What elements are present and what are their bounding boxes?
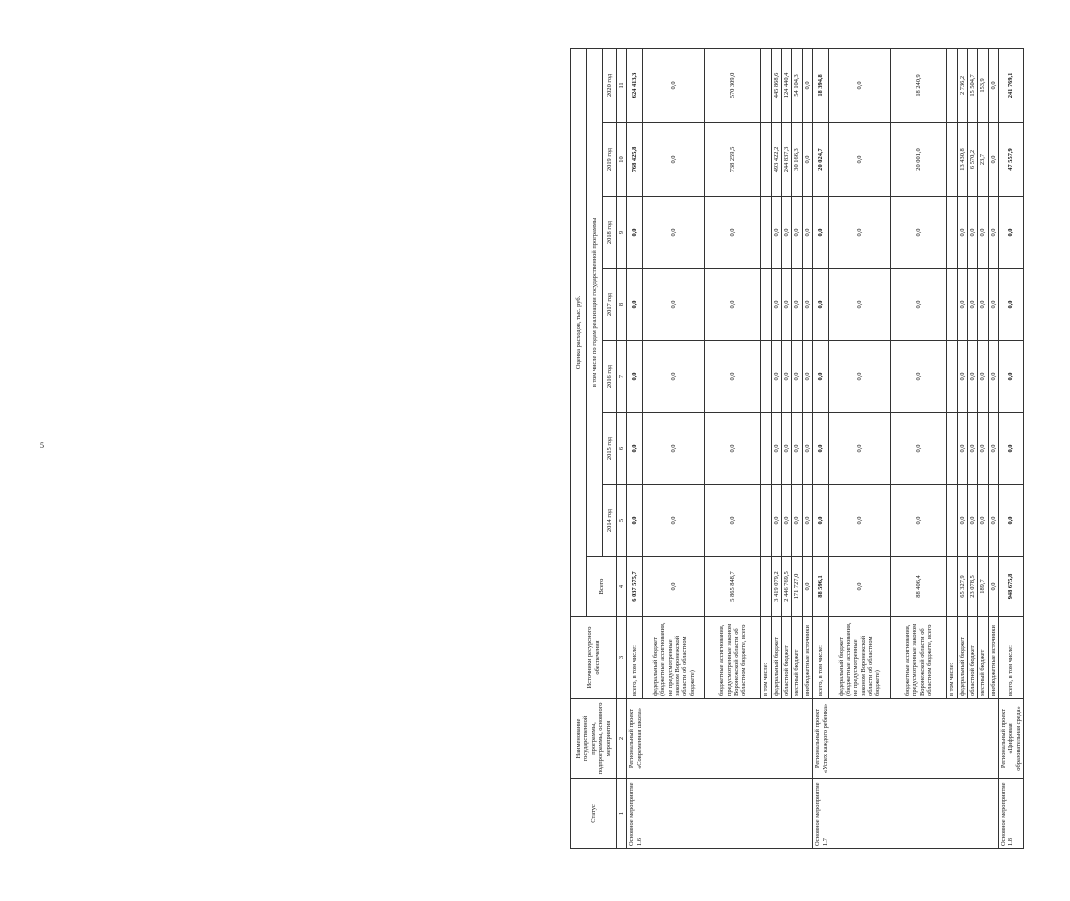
year-value-cell [761,341,771,413]
year-value-cell: 0,0 [967,197,977,269]
year-value-cell: 23,7 [978,123,988,197]
status-cell: Основное мероприятие 1.8 [998,779,1023,849]
header-estimate: Оценка расходов, тыс. руб. [571,48,587,616]
year-value-cell: 0,0 [957,269,967,341]
year-value-cell: 0,0 [705,341,761,413]
total-value-cell: 5 865 848,7 [705,557,761,617]
year-value-cell: 0,0 [627,341,643,413]
year-value-cell: 0,0 [771,197,781,269]
source-cell: федеральный бюджет [957,617,967,699]
year-value-cell: 0,0 [643,485,705,557]
year-value-cell: 0,0 [802,413,812,485]
year-value-cell: 18 394,8 [813,48,829,122]
year-value-cell: 0,0 [643,269,705,341]
year-value-cell [947,413,957,485]
header-name: Наименование государственной программы, подпрограммы, основного мероприятия [571,699,617,779]
budget-table [570,48,1024,849]
total-value-cell: 65 327,9 [957,557,967,617]
year-value-cell: 0,0 [998,269,1023,341]
year-value-cell: 30 166,3 [792,123,802,197]
table-row [813,48,829,848]
rotated-budget-table [570,49,1070,849]
header-year: 2015 год [603,413,617,485]
year-value-cell: 0,0 [705,197,761,269]
total-value-cell [947,557,957,617]
year-value-cell: 20 001,0 [891,123,947,197]
year-value-cell: 570 309,0 [705,48,761,122]
year-value-cell: 768 425,8 [627,123,643,197]
year-value-cell: 0,0 [771,485,781,557]
year-value-cell: 0,0 [813,485,829,557]
source-cell: федеральный бюджет (бюджетные ассигнования, не предусмотренные законом Воронежской области об областном бюджете) [643,617,705,699]
year-value-cell: 0,0 [978,197,988,269]
year-value-cell: 0,0 [792,341,802,413]
year-value-cell [761,269,771,341]
year-value-cell: 0,0 [643,48,705,122]
year-value-cell [947,48,957,122]
year-value-cell: 0,0 [643,123,705,197]
column-number: 4 [617,557,627,617]
year-value-cell: 0,0 [957,197,967,269]
source-cell: внебюджетные источники [802,617,812,699]
total-value-cell: 88 596,1 [813,557,829,617]
column-number: 9 [617,197,627,269]
year-value-cell: 0,0 [829,197,891,269]
year-value-cell: 124 440,4 [782,48,792,122]
header-year: 2018 год [603,197,617,269]
year-value-cell [761,197,771,269]
year-value-cell: 0,0 [978,485,988,557]
source-cell: федеральный бюджет [771,617,781,699]
year-value-cell: 2 736,2 [957,48,967,122]
year-value-cell: 244 837,3 [782,123,792,197]
year-value-cell: 0,0 [782,197,792,269]
year-value-cell: 0,0 [705,485,761,557]
year-value-cell: 0,0 [988,197,998,269]
year-value-cell: 0,0 [891,269,947,341]
year-value-cell: 0,0 [782,269,792,341]
header-year: 2017 год [603,269,617,341]
year-value-cell: 0,0 [792,269,802,341]
source-cell: в том числе: [761,617,771,699]
header-total: Всего [587,557,617,617]
year-value-cell: 0,0 [978,341,988,413]
source-cell: федеральный бюджет (бюджетные ассигнования, не предусмотренные законом Воронежской области об областном бюджете) [829,617,891,699]
source-cell: местный бюджет [978,617,988,699]
source-cell: всего, в том числе: [813,617,829,699]
year-value-cell: 241 769,1 [998,48,1023,122]
total-value-cell: 948 675,8 [998,557,1023,617]
year-value-cell: 0,0 [802,341,812,413]
year-value-cell [947,341,957,413]
total-value-cell: 0,0 [802,557,812,617]
year-value-cell: 445 868,6 [771,48,781,122]
name-cell: Региональный проект «Современная школа» [627,699,813,779]
header-source: Источники ресурсного обеспечения [571,617,617,699]
source-cell: областной бюджет [967,617,977,699]
year-value-cell: 0,0 [813,413,829,485]
year-value-cell: 0,0 [829,123,891,197]
year-value-cell: 15 504,7 [967,48,977,122]
year-value-cell: 0,0 [782,413,792,485]
year-value-cell: 0,0 [643,341,705,413]
year-value-cell [761,485,771,557]
year-value-cell: 0,0 [967,413,977,485]
year-value-cell: 18 240,9 [891,48,947,122]
year-value-cell: 624 413,3 [627,48,643,122]
total-value-cell: 3 419 079,2 [771,557,781,617]
year-value-cell: 0,0 [998,341,1023,413]
year-value-cell [947,123,957,197]
year-value-cell: 0,0 [998,197,1023,269]
year-value-cell: 0,0 [957,413,967,485]
header-by-years: в том числе по годам реализации государственной программы [587,48,603,556]
total-value-cell: 0,0 [988,557,998,617]
year-value-cell: 47 557,9 [998,123,1023,197]
year-value-cell: 0,0 [891,485,947,557]
status-cell: Основное мероприятие 1.6 [627,779,813,849]
year-value-cell: 0,0 [967,341,977,413]
name-cell: Региональный проект «Цифровая образовательная среда» [998,699,1023,779]
year-value-cell: 0,0 [627,197,643,269]
year-value-cell: 0,0 [988,123,998,197]
year-value-cell: 54 104,3 [792,48,802,122]
year-value-cell: 0,0 [771,341,781,413]
table-row [627,48,643,848]
year-value-cell: 0,0 [627,485,643,557]
year-value-cell: 0,0 [802,485,812,557]
year-value-cell: 0,0 [829,48,891,122]
column-number: 11 [617,48,627,122]
total-value-cell: 0,0 [643,557,705,617]
source-cell: всего, в том числе: [998,617,1023,699]
column-number: 1 [617,779,627,849]
year-value-cell: 0,0 [705,413,761,485]
year-value-cell: 0,0 [829,269,891,341]
year-value-cell: 0,0 [627,269,643,341]
column-number: 5 [617,485,627,557]
source-cell: областной бюджет [782,617,792,699]
year-value-cell [947,197,957,269]
year-value-cell: 6 570,2 [967,123,977,197]
total-value-cell: 2 446 769,5 [782,557,792,617]
year-value-cell: 0,0 [988,413,998,485]
year-value-cell: 0,0 [792,413,802,485]
status-cell: Основное мероприятие 1.7 [813,779,999,849]
year-value-cell: 0,0 [891,341,947,413]
year-value-cell [947,269,957,341]
source-cell: всего, в том числе: [627,617,643,699]
source-cell: внебюджетные источники [988,617,998,699]
year-value-cell: 0,0 [802,197,812,269]
year-value-cell: 0,0 [802,123,812,197]
column-number: 2 [617,699,627,779]
year-value-cell: 0,0 [792,197,802,269]
year-value-cell: 0,0 [627,413,643,485]
year-value-cell: 0,0 [813,341,829,413]
source-cell: бюджетные ассигнования, предусмотренные законом Воронежской области об областном бюджете, всего [891,617,947,699]
year-value-cell: 20 024,7 [813,123,829,197]
year-value-cell: 0,0 [643,197,705,269]
page-number: 5 [40,441,44,450]
year-value-cell [947,485,957,557]
year-value-cell: 0,0 [771,269,781,341]
year-value-cell: 0,0 [957,485,967,557]
header-year: 2020 год [603,48,617,122]
year-value-cell: 0,0 [988,341,998,413]
year-value-cell: 0,0 [782,485,792,557]
year-value-cell: 0,0 [771,413,781,485]
column-number: 8 [617,269,627,341]
column-number: 7 [617,341,627,413]
year-value-cell: 0,0 [957,341,967,413]
year-value-cell: 0,0 [988,269,998,341]
total-value-cell: 189,7 [978,557,988,617]
name-cell: Региональный проект «Успех каждого ребенка» [813,699,999,779]
year-value-cell: 0,0 [998,485,1023,557]
year-value-cell: 0,0 [988,48,998,122]
year-value-cell: 0,0 [988,485,998,557]
year-value-cell: 0,0 [705,269,761,341]
total-value-cell [761,557,771,617]
header-year: 2014 год [603,485,617,557]
source-cell: местный бюджет [792,617,802,699]
year-value-cell: 0,0 [802,269,812,341]
year-value-cell: 0,0 [978,269,988,341]
total-value-cell: 0,0 [829,557,891,617]
total-value-cell: 6 037 575,7 [627,557,643,617]
column-number: 10 [617,123,627,197]
source-cell: бюджетные ассигнования, предусмотренные законом Воронежской области об областном бюджете, всего [705,617,761,699]
year-value-cell: 0,0 [782,341,792,413]
year-value-cell: 0,0 [813,269,829,341]
year-value-cell [761,48,771,122]
year-value-cell: 0,0 [802,48,812,122]
total-value-cell: 171 727,0 [792,557,802,617]
table-row [998,48,1023,848]
year-value-cell: 13 430,8 [957,123,967,197]
year-value-cell [761,123,771,197]
total-value-cell: 88 406,4 [891,557,947,617]
year-value-cell: 0,0 [978,413,988,485]
header-status: Статус [571,779,617,849]
total-value-cell: 23 078,5 [967,557,977,617]
year-value-cell: 0,0 [792,485,802,557]
year-value-cell: 0,0 [891,197,947,269]
year-value-cell: 493 422,2 [771,123,781,197]
year-value-cell [761,413,771,485]
year-value-cell: 0,0 [891,413,947,485]
year-value-cell: 0,0 [643,413,705,485]
column-number: 6 [617,413,627,485]
year-value-cell: 0,0 [829,413,891,485]
year-value-cell: 153,9 [978,48,988,122]
year-value-cell: 0,0 [967,485,977,557]
year-value-cell: 0,0 [829,341,891,413]
year-value-cell: 0,0 [967,269,977,341]
header-year: 2016 год [603,341,617,413]
header-year: 2019 год [603,123,617,197]
year-value-cell: 738 259,5 [705,123,761,197]
source-cell: в том числе: [947,617,957,699]
year-value-cell: 0,0 [813,197,829,269]
column-number: 3 [617,617,627,699]
year-value-cell: 0,0 [998,413,1023,485]
year-value-cell: 0,0 [829,485,891,557]
